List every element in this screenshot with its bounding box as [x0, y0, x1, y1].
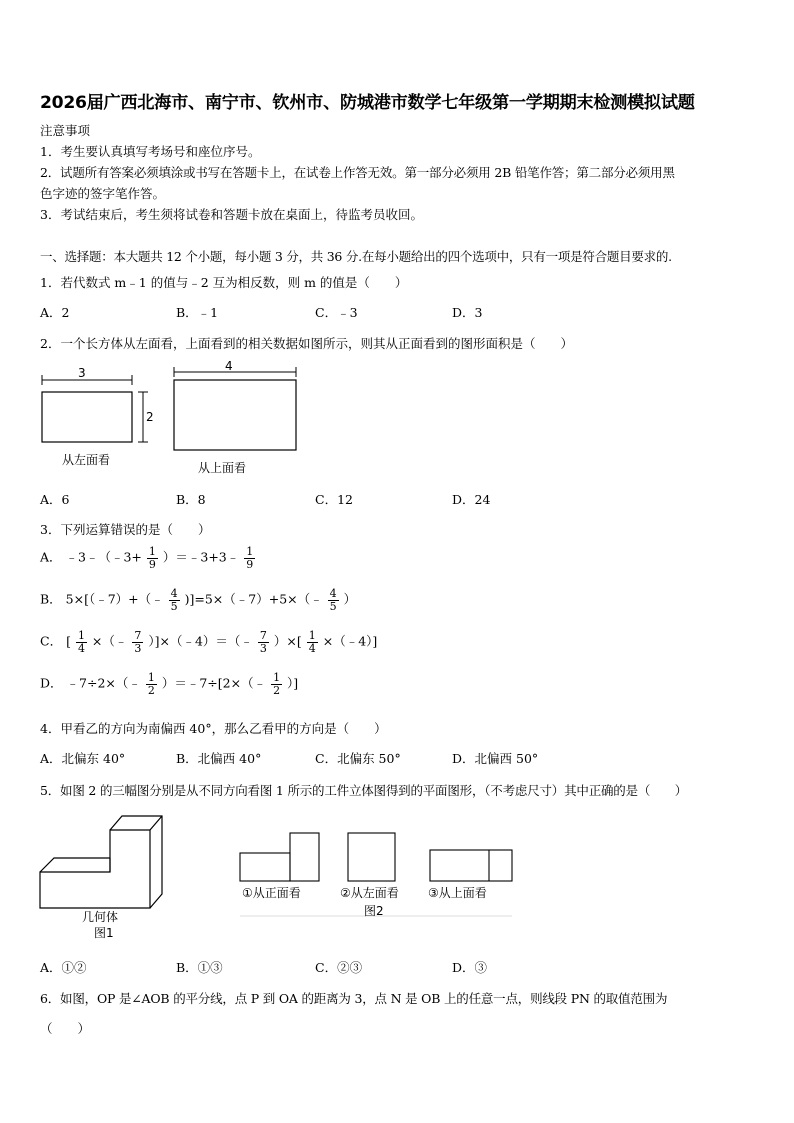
question-4-option-b: B．北偏西 40° [176, 751, 262, 766]
expression-text: ﹣7÷2×（﹣ [66, 675, 141, 691]
left-view-caption: 从左面看 [62, 453, 111, 467]
expression-text: ×（﹣ [91, 633, 128, 649]
question-5-option-d: D．③ [452, 960, 488, 975]
question-4-option-d: D．北偏西 50° [452, 751, 539, 766]
fraction: $\frac{7}{3}$ [259, 629, 267, 655]
question-5-option-a: A．①② [40, 960, 87, 975]
left-view-rect [42, 392, 132, 442]
fraction: $\frac{1}{2}$ [273, 671, 281, 697]
view-1-label: ①从正面看 [242, 886, 301, 900]
question-3-option-a [40, 546, 256, 570]
question-2-option-c: C．12 [315, 492, 353, 507]
notice-item: 1．考生要认真填写考场号和座位序号。 [40, 144, 261, 159]
question-6-stem: 6．如图，OP 是∠AOB 的平分线，点 P 到 OA 的距离为 3，点 N 是 OB 上的任意一点，则线段 PN 的取值范围为 [40, 991, 668, 1006]
fraction: $\frac{4}{5}$ [329, 587, 337, 613]
expression-text: ）] [287, 675, 299, 691]
fraction: $\frac{1}{4}$ [308, 629, 316, 655]
question-1-option-a: A．2 [40, 305, 70, 320]
question-2-stem: 2．一个长方体从左面看，上面看到的相关数据如图所示，则其从正面看到的图形面积是（ ） [40, 336, 573, 351]
page-title: 2026届广西北海市、南宁市、钦州市、防城港市数学七年级第一学期期末检测模拟试题 [40, 93, 695, 113]
left-view-height-label: 2 [146, 410, 154, 424]
figure-1-label: 图1 [94, 926, 114, 940]
expression-text: 5×[（﹣7）+（﹣ [65, 591, 164, 607]
section-heading: 一、选择题：本大题共 12 个小题，每小题 3 分，共 36 分.在每小题给出的四个选项中，只有一项是符合题目要求的. [40, 249, 672, 264]
question-3-option-c [40, 630, 377, 654]
notice-item: 3．考试结束后，考生须将试卷和答题卡放在桌面上，待监考员收回。 [40, 207, 423, 222]
question-5-figure-2 [236, 828, 516, 922]
notice-heading: 注意事项 [40, 123, 91, 138]
expression-text: ）×[ [273, 633, 302, 649]
top-view-rect [174, 380, 296, 450]
expression-text: ）＝﹣3+3﹣ [162, 549, 240, 565]
question-1-option-c: C．﹣3 [315, 305, 358, 320]
expression-text: ﹣3﹣（﹣3+ [65, 549, 142, 565]
question-4-option-a: A．北偏东 40° [40, 751, 126, 766]
question-5-stem: 5．如图 2 的三幅图分别是从不同方向看图 1 所示的工件立体图得到的平面图形，（不考虑尺寸）其中正确的是（ ） [40, 783, 688, 798]
question-6-stem-cont: （ ） [40, 1021, 91, 1036]
figure-2-label: 图2 [364, 904, 384, 918]
notice-item: 2．试题所有答案必须填涂或书写在答题卡上，在试卷上作答无效。第一部分必须用 2B 铅笔作答；第二部分必须用黑 [40, 165, 675, 180]
question-2-option-d: D．24 [452, 492, 491, 507]
option-label: A． [40, 549, 62, 565]
expression-text: [ [66, 633, 71, 649]
option-label: B． [40, 591, 62, 607]
fraction: $\frac{7}{3}$ [134, 629, 142, 655]
question-1-option-d: D．3 [452, 305, 483, 320]
question-1-stem: 1．若代数式 m﹣1 的值与﹣2 互为相反数，则 m 的值是（ ） [40, 275, 408, 290]
figure-1-solid-label: 几何体 [82, 910, 119, 924]
expression-text: ×（﹣4）] [322, 633, 378, 649]
expression-text: ） [343, 591, 357, 607]
question-2-figure [30, 360, 320, 480]
left-view-width-label: 3 [78, 366, 86, 380]
question-2-option-a: A．6 [40, 492, 70, 507]
top-view-width-label: 4 [225, 360, 233, 373]
question-1-option-b: B．﹣1 [176, 305, 219, 320]
question-4-stem: 4．甲看乙的方向为南偏西 40°，那么乙看甲的方向是（ ） [40, 721, 387, 736]
question-2-option-b: B．8 [176, 492, 206, 507]
notice-item: 色字迹的签字笔作答。 [40, 186, 166, 201]
question-5-figure-1 [30, 808, 180, 943]
question-3-option-d [40, 672, 298, 696]
fraction: $\frac{1}{9}$ [246, 545, 254, 571]
question-5-option-b: B．①③ [176, 960, 223, 975]
fraction: $\frac{1}{4}$ [77, 629, 85, 655]
option-label: D． [40, 675, 63, 691]
question-4-option-c: C．北偏东 50° [315, 751, 401, 766]
expression-text: ）]×（﹣4）＝（﹣ [148, 633, 253, 649]
question-3-option-b [40, 588, 356, 612]
fraction: $\frac{1}{9}$ [148, 545, 156, 571]
expression-text: )]=5×（﹣7）+5×（﹣ [184, 591, 323, 607]
question-3-stem: 3．下列运算错误的是（ ） [40, 522, 211, 537]
view-3-label: ③从上面看 [428, 886, 487, 900]
question-5-option-c: C．②③ [315, 960, 363, 975]
expression-text: ）＝﹣7÷[2×（﹣ [161, 675, 267, 691]
option-label: C． [40, 633, 63, 649]
top-view-caption: 从上面看 [198, 461, 247, 475]
view-2-label: ②从左面看 [340, 886, 399, 900]
fraction: $\frac{1}{2}$ [147, 671, 155, 697]
fraction: $\frac{4}{5}$ [170, 587, 178, 613]
